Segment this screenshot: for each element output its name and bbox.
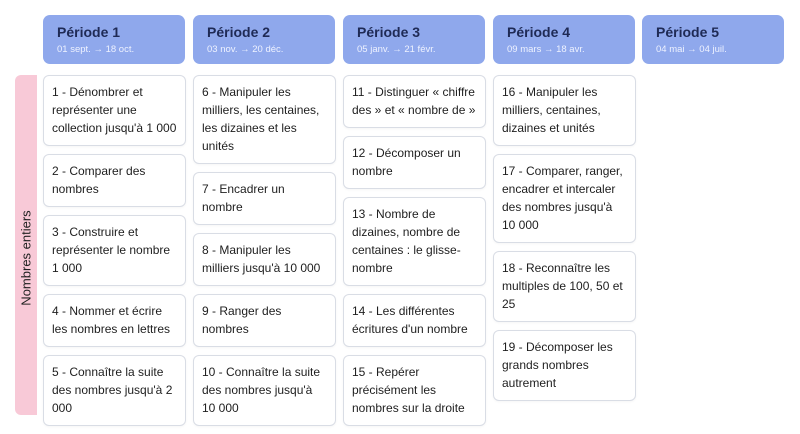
period-title: Période 1 [57,24,121,40]
lesson-card[interactable]: 12 - Décomposer un nombre [343,136,486,189]
lesson-card[interactable]: 13 - Nombre de dizaines, nombre de centaines : le glisse-nombre [343,197,486,286]
period-title: Période 4 [507,24,571,40]
period-1-column [43,75,186,434]
lesson-card[interactable]: 1 - Dénombrer et représenter une collection jusqu'à 1 000 [43,75,186,146]
period-header-1[interactable] [43,15,185,64]
lesson-card[interactable]: 2 - Comparer des nombres [43,154,186,207]
period-dates: 01 sept. → 18 oct. [57,44,135,55]
lesson-card[interactable]: 16 - Manipuler les milliers, centaines, dizaines et unités [493,75,636,146]
period-header-2[interactable] [193,15,335,64]
period-title: Période 2 [207,24,271,40]
lesson-card[interactable]: 18 - Reconnaître les multiples de 100, 50 et 25 [493,251,636,322]
lesson-card[interactable]: 6 - Manipuler les milliers, les centaines, les dizaines et les unités [193,75,336,164]
lesson-card[interactable]: 11 - Distinguer « chiffre des » et « nombre de » [343,75,486,128]
lesson-card[interactable]: 7 - Encadrer un nombre [193,172,336,225]
lesson-card[interactable]: 8 - Manipuler les milliers jusqu'à 10 000 [193,233,336,286]
period-header-5[interactable] [642,15,784,64]
lesson-card[interactable]: 10 - Connaître la suite des nombres jusqu'à 10 000 [193,355,336,426]
period-dates: 09 mars → 18 avr. [507,44,585,55]
period-dates: 05 janv. → 21 févr. [357,44,436,55]
lesson-card[interactable]: 3 - Construire et représenter le nombre 1 000 [43,215,186,286]
domain-label: Nombres entiers [18,210,34,306]
period-title: Période 5 [656,24,720,40]
lesson-card[interactable]: 17 - Comparer, ranger, encadrer et intercaler des nombres jusqu'à 10 000 [493,154,636,243]
period-title: Période 3 [357,24,421,40]
period-header-4[interactable] [493,15,635,64]
period-3-column [343,75,486,434]
lesson-card[interactable]: 9 - Ranger des nombres [193,294,336,347]
lesson-card[interactable]: 19 - Décomposer les grands nombres autrement [493,330,636,401]
lesson-card[interactable]: 4 - Nommer et écrire les nombres en lettres [43,294,186,347]
lesson-card[interactable]: 15 - Repérer précisément les nombres sur la droite [343,355,486,426]
lesson-card[interactable]: 14 - Les différentes écritures d'un nombre [343,294,486,347]
period-header-3[interactable] [343,15,485,64]
period-dates: 03 nov. → 20 déc. [207,44,284,55]
period-2-column [193,75,336,434]
lesson-card[interactable]: 5 - Connaître la suite des nombres jusqu'à 2 000 [43,355,186,426]
period-4-column [493,75,636,409]
period-dates: 04 mai → 04 juil. [656,44,727,55]
